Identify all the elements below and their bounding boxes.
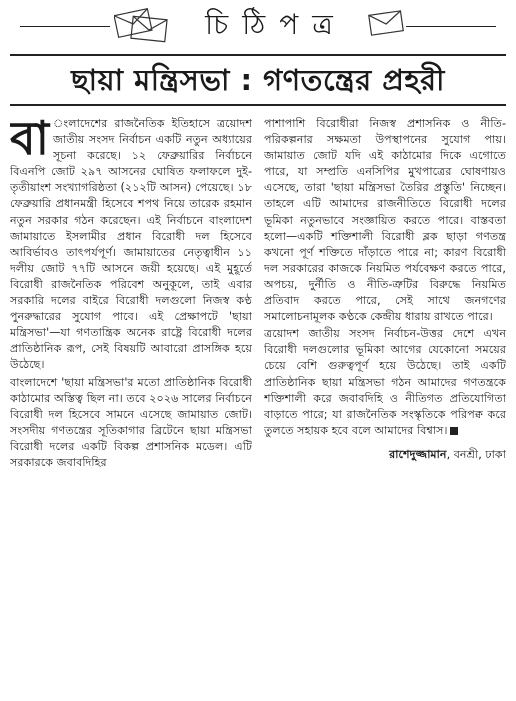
- author-location: , বনশ্রী, ঢাকা: [446, 447, 506, 461]
- paragraph: পাশাপাশি বিরোধীরা নিজস্ব প্রশাসনিক ও নীতি-পরিকল্পনার সক্ষমতা উপস্থাপনের সুযোগ পায়। জামায়াত জোট যদি এই কাঠামোর দিকে এগোতে পারে, যা সম্প্রতি এনসিপির মুখপাত্রের ঘোষণায়ও এসেছে, তারা 'ছায়া মন্ত্রিসভা তৈরির প্রস্তুতি' নিচ্ছেন। তাহলে এটি আমাদের রাজনীতিতে বিরোধী দলের ভূমিকা নতুনভাবে সংজ্ঞায়িত করতে পারে। বাস্তবতা হলো—একটি শক্তিশালী বিরোধী ব্লক ছাড়া গণতন্ত্র কখনো পূর্ণ শক্তিতে দাঁড়াতে পারে না; কারণ বিরোধী দল সরকারের কাজকে নিয়মিত পর্যবেক্ষণ করতে পারে, অপচয়, দুর্নীতি ও নীতি-ত্রুটির বিরুদ্ধে নিয়মিত প্রতিবাদ করতে পারে, সেই সাথে জনগণের সমালোচনামূলক কণ্ঠকে কেন্দ্রীয় ধারায় রাখতে পারে।: [264, 117, 506, 324]
- paragraph: [10, 116, 252, 374]
- header-rule-right: [406, 26, 496, 27]
- author-name: রাশেদুজ্জামান: [389, 447, 447, 461]
- section-title: চিঠিপত্র: [205, 7, 347, 41]
- letter-signature: [264, 447, 506, 463]
- article-headline: ছায়া মন্ত্রিসভা : গণতন্ত্রের প্রহরী: [71, 63, 445, 97]
- end-mark-icon: [450, 427, 458, 435]
- envelopes-stack-icon: [114, 8, 174, 44]
- section-header: [10, 0, 506, 52]
- column-left: [10, 116, 252, 681]
- envelope-icon: [368, 10, 404, 36]
- paragraph: বাংলাদেশে 'ছায়া মন্ত্রিসভা'র মতো প্রাতিষ্ঠানিক বিরোধী কাঠামোর অস্তিত্ব ছিল না। তবে ২০২৬ সালের নির্বাচনে বিরোধী দল হিসেবে সামনে এসেছে জামায়াত জোট। সংসদীয় গণতন্ত্রের সূতিকাগার ব্রিটেনে ছায়া মন্ত্রিসভা বিরোধী দলের একটি বিকল্প প্রশাসনিক মডেল। এটি সরকারকে জবাবদিহির: [10, 375, 252, 469]
- headline-bottom-rule: [10, 104, 506, 106]
- header-rule-left: [20, 26, 110, 27]
- paragraph-text: ত্রয়োদশ জাতীয় সংসদ নির্বাচন-উত্তর দেশে এখন বিরোধী দলগুলোর ভূমিকা আগের যেকোনো সময়ের চেয়ে বেশি গুরুত্বপূর্ণ হয়ে উঠেছে। তাই একটি প্রাতিষ্ঠানিক ছায়া মন্ত্রিসভা গঠন আমাদের গণতন্ত্রকে শক্তিশালী করে জবাবদিহি ও নীতিগত প্রতিযোগিতা বাড়াতে পারে; যা রাজনৈতিক সংস্কৃতিকে পরিপক্ব করে তুলতে সহায়ক হবে বলে আমাদের বিশ্বাস।: [264, 327, 506, 437]
- article-body: [10, 116, 506, 681]
- column-right: [264, 116, 506, 681]
- headline-top-rule: [10, 54, 506, 56]
- paragraph-text: ংলাদেশের রাজনৈতিক ইতিহাসে ত্রয়োদশ জাতীয় সংসদ নির্বাচন একটি নতুন অধ্যায়ের সূচনা করেছে। ১২ ফেব্রুয়ারির নির্বাচনে বিএনপি জোট ২৯৭ আসনের ঘোষিত ফলাফলে দুই-তৃতীয়াংশ সংখ্যাগরিষ্ঠতা (২১২টি আসন) পেয়েছে। ১৮ ফেব্রুয়ারি প্রধানমন্ত্রী হিসেবে শপথ নিয়ে তারেক রহমান নতুন সরকার গঠন করেছেন। এই নির্বাচনে বাংলাদেশ জামায়াতে ইসলামীর প্রধান বিরোধী দল হিসেবে আবির্ভাবও তাৎপর্যপূর্ণ। জামায়াতের নেতৃত্বাধীন ১১ দলীয় জোট ৭৭টি আসনে জয়ী হয়েছে। এই মুহূর্তে বিরোধী রাজনৈতিক পরিবেশ অনুকূলে, তাই এবার সরকারি দলের বাইরে বিরোধী দলগুলো নিজস্ব কণ্ঠ পুনরুদ্ধারের সুযোগ পাবে। এই প্রেক্ষাপটে 'ছায়া মন্ত্রিসভা'—যা গণতান্ত্রিক অনেক রাষ্ট্রে বিরোধী দলের প্রাতিষ্ঠানিক রূপ, সেই বিষয়টি আবারো প্রাসঙ্গিক হয়ে উঠেছে।: [10, 117, 252, 372]
- paragraph: [264, 326, 506, 439]
- drop-cap: বা: [10, 116, 49, 165]
